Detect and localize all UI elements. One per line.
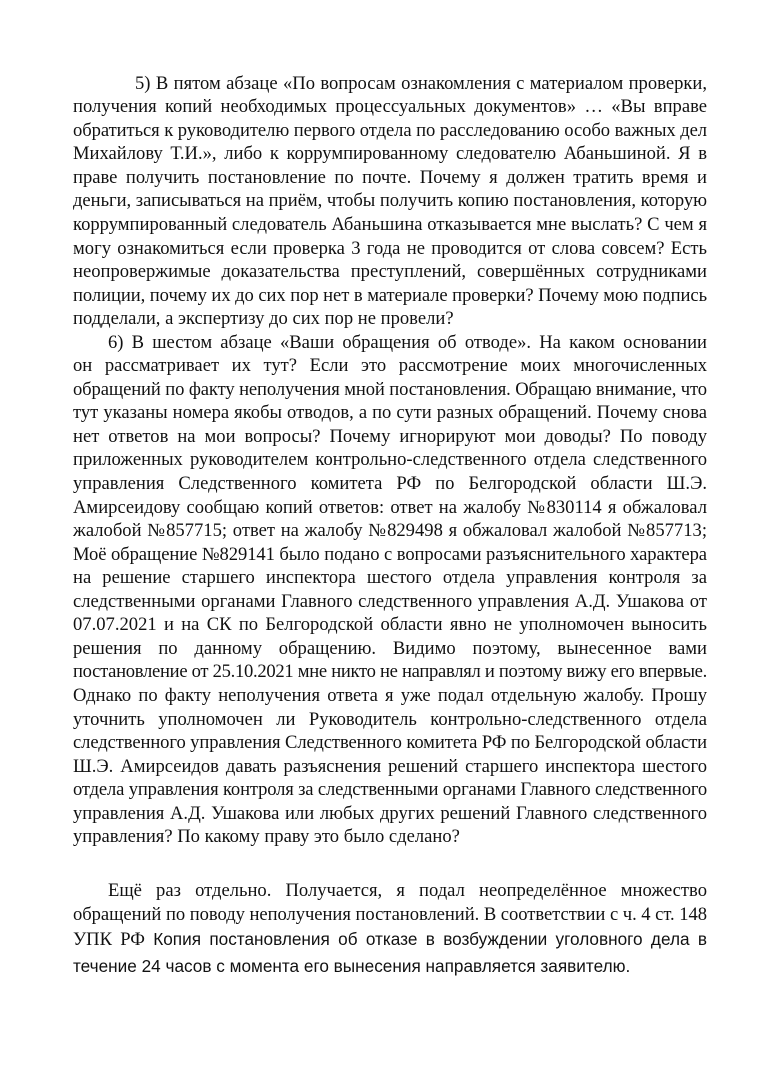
item-5-line-9: неопровержимые доказательства преступлений, совершённых сотрудниками bbox=[73, 261, 707, 282]
item-6-line-11: на решение старшего инспектора шестого отдела управления контроля за bbox=[73, 567, 707, 588]
item-5-line-7: коррумпированный следователь Абаньшина отказывается мне выслать? С чем я bbox=[73, 214, 707, 235]
closing-line-3-sans: Копия постановления об отказе в возбуждении уголовного дела в bbox=[144, 929, 707, 949]
closing-line-3-serif: УПК РФ bbox=[73, 929, 145, 950]
item-6-line-14: решения по данному обращению. Видимо поэтому, вынесенное вами bbox=[73, 638, 707, 659]
item-5-line-6: деньги, записываться на приём, чтобы получить копию постановления, которую bbox=[73, 190, 707, 211]
item-6-line-6: приложенных руководителем контрольно-следственного отдела следственного bbox=[73, 449, 707, 470]
item-5-line-3: обратиться к руководителю первого отдела по расследованию особо важных дел bbox=[73, 120, 707, 141]
item-5-line-11: подделали, а экспертизу до сих пор не провели? bbox=[73, 308, 454, 329]
item-6-line-5: нет ответов на мои вопросы? Почему игнорируют мои доводы? По поводу bbox=[73, 426, 707, 447]
item-5-line-1: 5) В пятом абзаце «По вопросам ознакомления с материалом проверки, bbox=[135, 73, 707, 94]
item-6-line-22: управления? По какому праву это было сделано? bbox=[73, 826, 460, 847]
item-6-line-8: Амирсеидову сообщаю копий ответов: ответ на жалобу №830114 я обжаловал bbox=[73, 497, 707, 518]
item-6-line-16: Однако по факту неполучения ответа я уже подал отдельную жалобу. Прошу bbox=[73, 685, 707, 706]
item-6-line-17: уточнить уполномочен ли Руководитель контрольно-следственного отдела bbox=[73, 709, 707, 730]
item-5-line-4: Михайлову Т.И.», либо к коррумпированному следователю Абаньшиной. Я в bbox=[73, 143, 707, 164]
item-6-line-20: отдела управления контроля за следственными органами Главного следственного bbox=[73, 779, 707, 800]
item-6-line-19: Ш.Э. Амирсеидов давать разъяснения решений старшего инспектора шестого bbox=[73, 756, 707, 777]
item-6-line-7: управления Следственного комитета РФ по Белгородской области Ш.Э. bbox=[73, 473, 707, 494]
closing-line-4: течение 24 часов с момента его вынесения направляется заявителю. bbox=[73, 956, 631, 976]
item-6-line-18: следственного управления Следственного комитета РФ по Белгородской области bbox=[73, 732, 707, 753]
item-6-line-13: 07.07.2021 и на СК по Белгородской области явно не уполномочен выносить bbox=[73, 614, 707, 635]
item-6-line-15: постановление от 25.10.2021 мне никто не направлял и поэтому вижу его впервые. bbox=[73, 661, 707, 682]
item-6-line-21: управления А.Д. Ушакова или любых других решений Главного следственного bbox=[73, 803, 707, 824]
item-5-line-5: праве получить постановление по почте. Почему я должен тратить время и bbox=[73, 167, 707, 188]
closing-line-3 bbox=[73, 928, 707, 951]
item-6-line-3: обращений по факту неполучения мной постановления. Обращаю внимание, что bbox=[73, 379, 707, 400]
item-6-line-9: жалобой №857715; ответ на жалобу №829498 я обжаловал жалобой №857713; bbox=[73, 520, 707, 541]
item-6-line-2: он рассматривает их тут? Если это рассмотрение моих многочисленных bbox=[73, 355, 707, 376]
item-6-line-12: следственными органами Главного следственного управления А.Д. Ушакова от bbox=[73, 591, 707, 612]
item-5-line-10: полиции, почему их до сих пор нет в материале проверки? Почему мою подпись bbox=[73, 285, 707, 306]
closing-line-2: обращений по поводу неполучения постановлений. В соответствии с ч. 4 ст. 148 bbox=[73, 904, 707, 925]
item-6-line-10: Моё обращение №829141 было подано с вопросами разъяснительного характера bbox=[73, 544, 707, 565]
item-5-line-8: могу ознакомиться если проверка 3 года не проводится от слова совсем? Есть bbox=[73, 238, 707, 259]
item-6-line-4: тут указаны номера якобы отводов, а по сути разных обращений. Почему снова bbox=[73, 402, 707, 423]
item-6-line-1: 6) В шестом абзаце «Ваши обращения об отводе». На каком основании bbox=[108, 332, 707, 353]
item-5-line-2: получения копий необходимых процессуальных документов» … «Вы вправе bbox=[73, 96, 707, 117]
closing-line-1: Ещё раз отдельно. Получается, я подал неопределённое множество bbox=[108, 880, 707, 901]
